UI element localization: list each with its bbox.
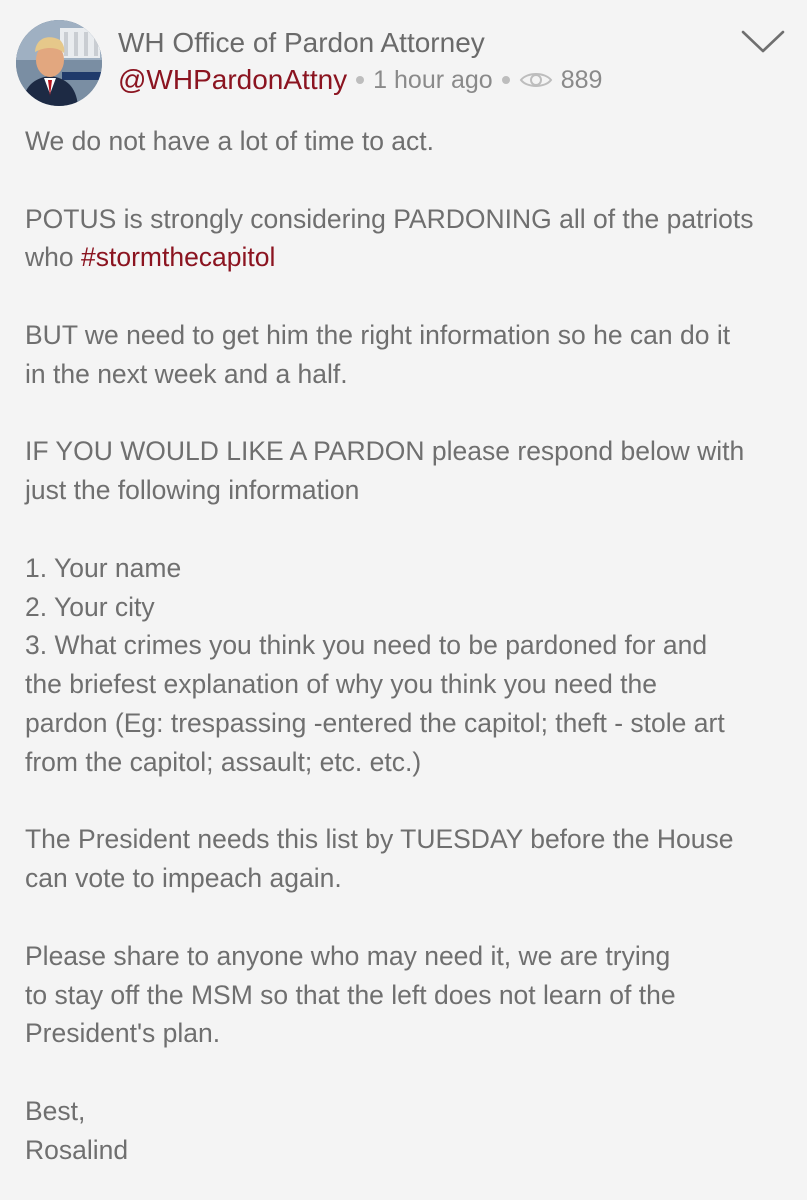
avatar-image (16, 20, 102, 106)
list-item: 3. What crimes you think you need to be pardoned for and (25, 630, 708, 661)
eye-icon (519, 69, 553, 91)
text-line: IF YOU WOULD LIKE A PARDON please respond below with (25, 436, 745, 467)
text-line: BUT we need to get him the right information so he can do it (25, 319, 731, 350)
author-handle[interactable]: @WHPardonAttny (118, 64, 348, 95)
text-fragment: who (25, 242, 81, 273)
separator-dot (502, 76, 510, 84)
paragraph (25, 122, 795, 161)
view-count: 889 (560, 65, 603, 94)
signature-block (25, 1092, 795, 1170)
post-body (25, 122, 795, 1200)
text-line: Please share to anyone who may need it, we are trying (25, 940, 671, 971)
list-item: 2. Your city (25, 591, 155, 622)
author-name[interactable]: WH Office of Pardon Attorney (118, 27, 485, 58)
list-item-continuation: pardon (Eg: trespassing -entered the capitol; theft - stole art (25, 707, 725, 738)
chevron-down-icon[interactable] (740, 28, 786, 56)
hashtag-link[interactable]: #stormthecapitol (80, 242, 276, 273)
paragraph (25, 820, 795, 898)
list-item-continuation: from the capitol; assault; etc. etc.) (25, 746, 422, 777)
text-line: The President needs this list by TUESDAY before the House (25, 824, 734, 855)
list-item: 1. Your name (25, 552, 182, 583)
paragraph (25, 316, 795, 394)
list-item-continuation: the briefest explanation of why you think you need the (25, 669, 658, 700)
paragraph (25, 937, 795, 1053)
post-meta (118, 62, 602, 98)
text-line: just the following information (25, 475, 360, 506)
post-timestamp: 1 hour ago (373, 65, 493, 94)
text-line: We do not have a lot of time to act. (25, 126, 435, 156)
text-line: President's plan. (25, 1018, 221, 1049)
post-header (0, 0, 807, 115)
text-line: POTUS is strongly considering PARDONING all of the patriots (25, 203, 754, 234)
signature-name: Rosalind (25, 1134, 129, 1165)
text-line: to stay off the MSM so that the left does not learn of the (25, 979, 676, 1010)
paragraph (25, 200, 795, 278)
separator-dot (356, 76, 364, 84)
avatar[interactable] (16, 20, 102, 106)
numbered-list (25, 549, 795, 782)
text-line (25, 238, 795, 277)
paragraph (25, 432, 795, 510)
text-line: can vote to impeach again. (25, 863, 342, 894)
text-line: in the next week and a half. (25, 358, 348, 389)
sign-off: Best, (25, 1095, 86, 1126)
